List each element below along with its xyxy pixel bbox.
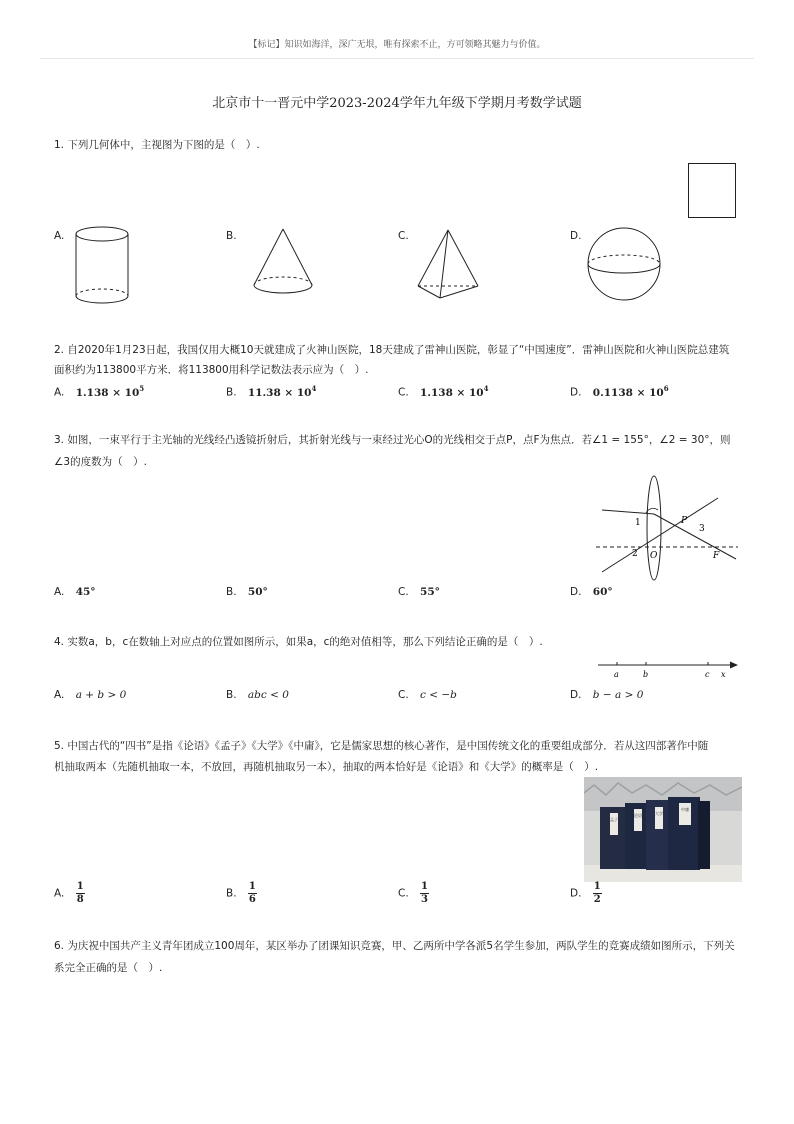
axis-x-label: x [721, 670, 726, 679]
option-letter: A. [54, 887, 65, 900]
q3-option-d[interactable] [570, 586, 613, 598]
four-books-photo [584, 777, 742, 882]
q3-option-c[interactable] [398, 586, 440, 598]
q2-stem-line2: 面积约为113800平方米．将113800用科学记数法表示应为（ ）. [54, 364, 369, 376]
q6-stem-line2: 系完全正确的是（ ）. [54, 962, 163, 974]
q1-stem: 1. 下列几何体中，主视图为下图的是（ ）. [54, 139, 260, 151]
option-mantissa: 0.1138 × 10 [592, 386, 664, 399]
option-value: 45° [75, 586, 96, 598]
angle-2-label: 2 [632, 549, 638, 559]
pyramid-figure[interactable] [412, 226, 484, 304]
angle-3-label: 3 [699, 524, 705, 534]
option-letter: A. [54, 586, 65, 598]
fraction [420, 881, 429, 906]
q1-option-d-letter[interactable]: D. [570, 230, 582, 242]
option-letter: D. [570, 689, 582, 701]
q4-stem: 4. 实数a，b，c在数轴上对应点的位置如图所示，如果a，c的绝对值相等，那么下列结论正确的是（ ）. [54, 636, 543, 648]
option-mantissa: 1.138 × 10 [420, 386, 484, 399]
fraction-denominator: 8 [76, 894, 84, 905]
book-title-1: 孟子 [610, 817, 618, 822]
book-title-3: 大学 [655, 811, 663, 816]
option-mantissa: 1.138 × 10 [75, 386, 140, 399]
q5-stem-line1: 5. 中国古代的“四书”是指《论语》《孟子》《大学》《中庸》，它是儒家思想的核心著作，是中国传统文化的重要组成部分．若从这四部著作中随 [54, 740, 709, 752]
point-o-label: O [650, 551, 658, 561]
header-divider [40, 58, 754, 59]
option-value: a + b > 0 [75, 689, 127, 701]
fraction [76, 881, 85, 906]
option-exponent: 4 [483, 384, 489, 393]
option-value: b − a > 0 [592, 689, 644, 701]
q3-option-b[interactable] [226, 586, 268, 598]
option-exponent: 6 [663, 384, 669, 393]
option-letter: D. [570, 586, 582, 598]
option-letter: A. [54, 689, 65, 701]
q5-option-c[interactable] [398, 881, 429, 906]
point-a-label: a [614, 670, 619, 679]
option-value: abc < 0 [247, 689, 289, 701]
q1-front-view-square [688, 163, 736, 218]
q4-option-a[interactable] [54, 689, 126, 701]
option-letter: B. [226, 887, 237, 900]
option-mantissa: 11.38 × 10 [247, 386, 312, 399]
fraction-numerator: 1 [593, 881, 601, 892]
option-value: 50° [247, 586, 268, 598]
option-value: 60° [592, 586, 613, 598]
q2-option-c[interactable] [398, 384, 489, 399]
fraction-numerator: 1 [421, 881, 428, 892]
point-b-label: b [643, 670, 649, 679]
fraction [248, 881, 257, 906]
option-value: c < −b [420, 689, 457, 701]
q5-option-b[interactable] [226, 881, 257, 906]
q4-option-d[interactable] [570, 689, 643, 701]
sphere-figure[interactable] [584, 224, 664, 304]
option-letter: D. [570, 386, 582, 399]
q2-option-a[interactable] [54, 384, 144, 399]
header-motto: 【标记】知识如海洋，深广无垠，唯有探索不止，方可领略其魅力与价值。 [248, 40, 546, 50]
option-letter: C. [398, 386, 409, 399]
option-letter: D. [570, 887, 582, 900]
option-letter: B. [226, 586, 237, 598]
q5-option-d[interactable] [570, 881, 602, 906]
option-exponent: 5 [139, 384, 145, 393]
option-letter: C. [398, 689, 409, 701]
angle-1-label: 1 [635, 518, 641, 528]
fraction-denominator: 3 [421, 894, 428, 905]
lens-figure [596, 470, 742, 584]
q4-option-c[interactable] [398, 689, 457, 701]
fraction-numerator: 1 [248, 881, 256, 892]
point-c-label: c [705, 670, 710, 679]
point-f-label: F [713, 551, 720, 561]
book-title-4: 中庸 [681, 807, 689, 812]
point-p-label: P [681, 516, 688, 526]
fraction-numerator: 1 [76, 881, 84, 892]
cylinder-figure[interactable] [70, 222, 134, 310]
q1-option-a-letter[interactable]: A. [54, 230, 65, 242]
q1-option-b-letter[interactable]: B. [226, 230, 237, 242]
option-exponent: 4 [311, 384, 317, 393]
book-title-2: 论语 [634, 813, 642, 818]
q3-stem-line1: 3. 如图，一束平行于主光轴的光线经凸透镜折射后，其折射光线与一束经过光心O的光线相交于点P，点F为焦点．若∠1 = 155°，∠2 = 30°，则 [54, 434, 731, 446]
q3-option-a[interactable] [54, 586, 96, 598]
q5-stem-line2: 机抽取两本（先随机抽取一本，不放回，再随机抽取另一本），抽取的两本恰好是《论语》和《大学》的概率是（ ）. [54, 761, 599, 773]
option-letter: C. [398, 887, 409, 900]
option-letter: B. [226, 386, 237, 399]
q6-stem-line1: 6. 为庆祝中国共产主义青年团成立100周年，某区举办了团课知识竞赛，甲、乙两所中学各派5名学生参加，两队学生的竞赛成绩如图所示，下列关 [54, 940, 735, 952]
q2-stem-line1: 2. 自2020年1月23日起，我国仅用大概10天就建成了火神山医院，18天建成了雷神山医院，彰显了“中国速度”．雷神山医院和火神山医院总建筑 [54, 344, 730, 356]
number-line-figure [596, 656, 742, 680]
option-value: 55° [420, 586, 440, 598]
q2-option-b[interactable] [226, 384, 316, 399]
q5-option-a[interactable] [54, 881, 85, 906]
q3-stem-line2: ∠3的度数为（ ）. [54, 456, 147, 468]
q1-option-c-letter[interactable]: C. [398, 230, 409, 242]
fraction-denominator: 2 [593, 894, 601, 905]
q2-option-d[interactable] [570, 384, 669, 399]
cone-figure[interactable] [248, 226, 318, 298]
option-letter: B. [226, 689, 237, 701]
page-title: 北京市十一晋元中学2023-2024学年九年级下学期月考数学试题 [212, 96, 582, 111]
fraction [593, 881, 602, 906]
q4-option-b[interactable] [226, 689, 289, 701]
fraction-denominator: 6 [248, 894, 256, 905]
option-letter: A. [54, 386, 65, 399]
option-letter: C. [398, 586, 409, 598]
